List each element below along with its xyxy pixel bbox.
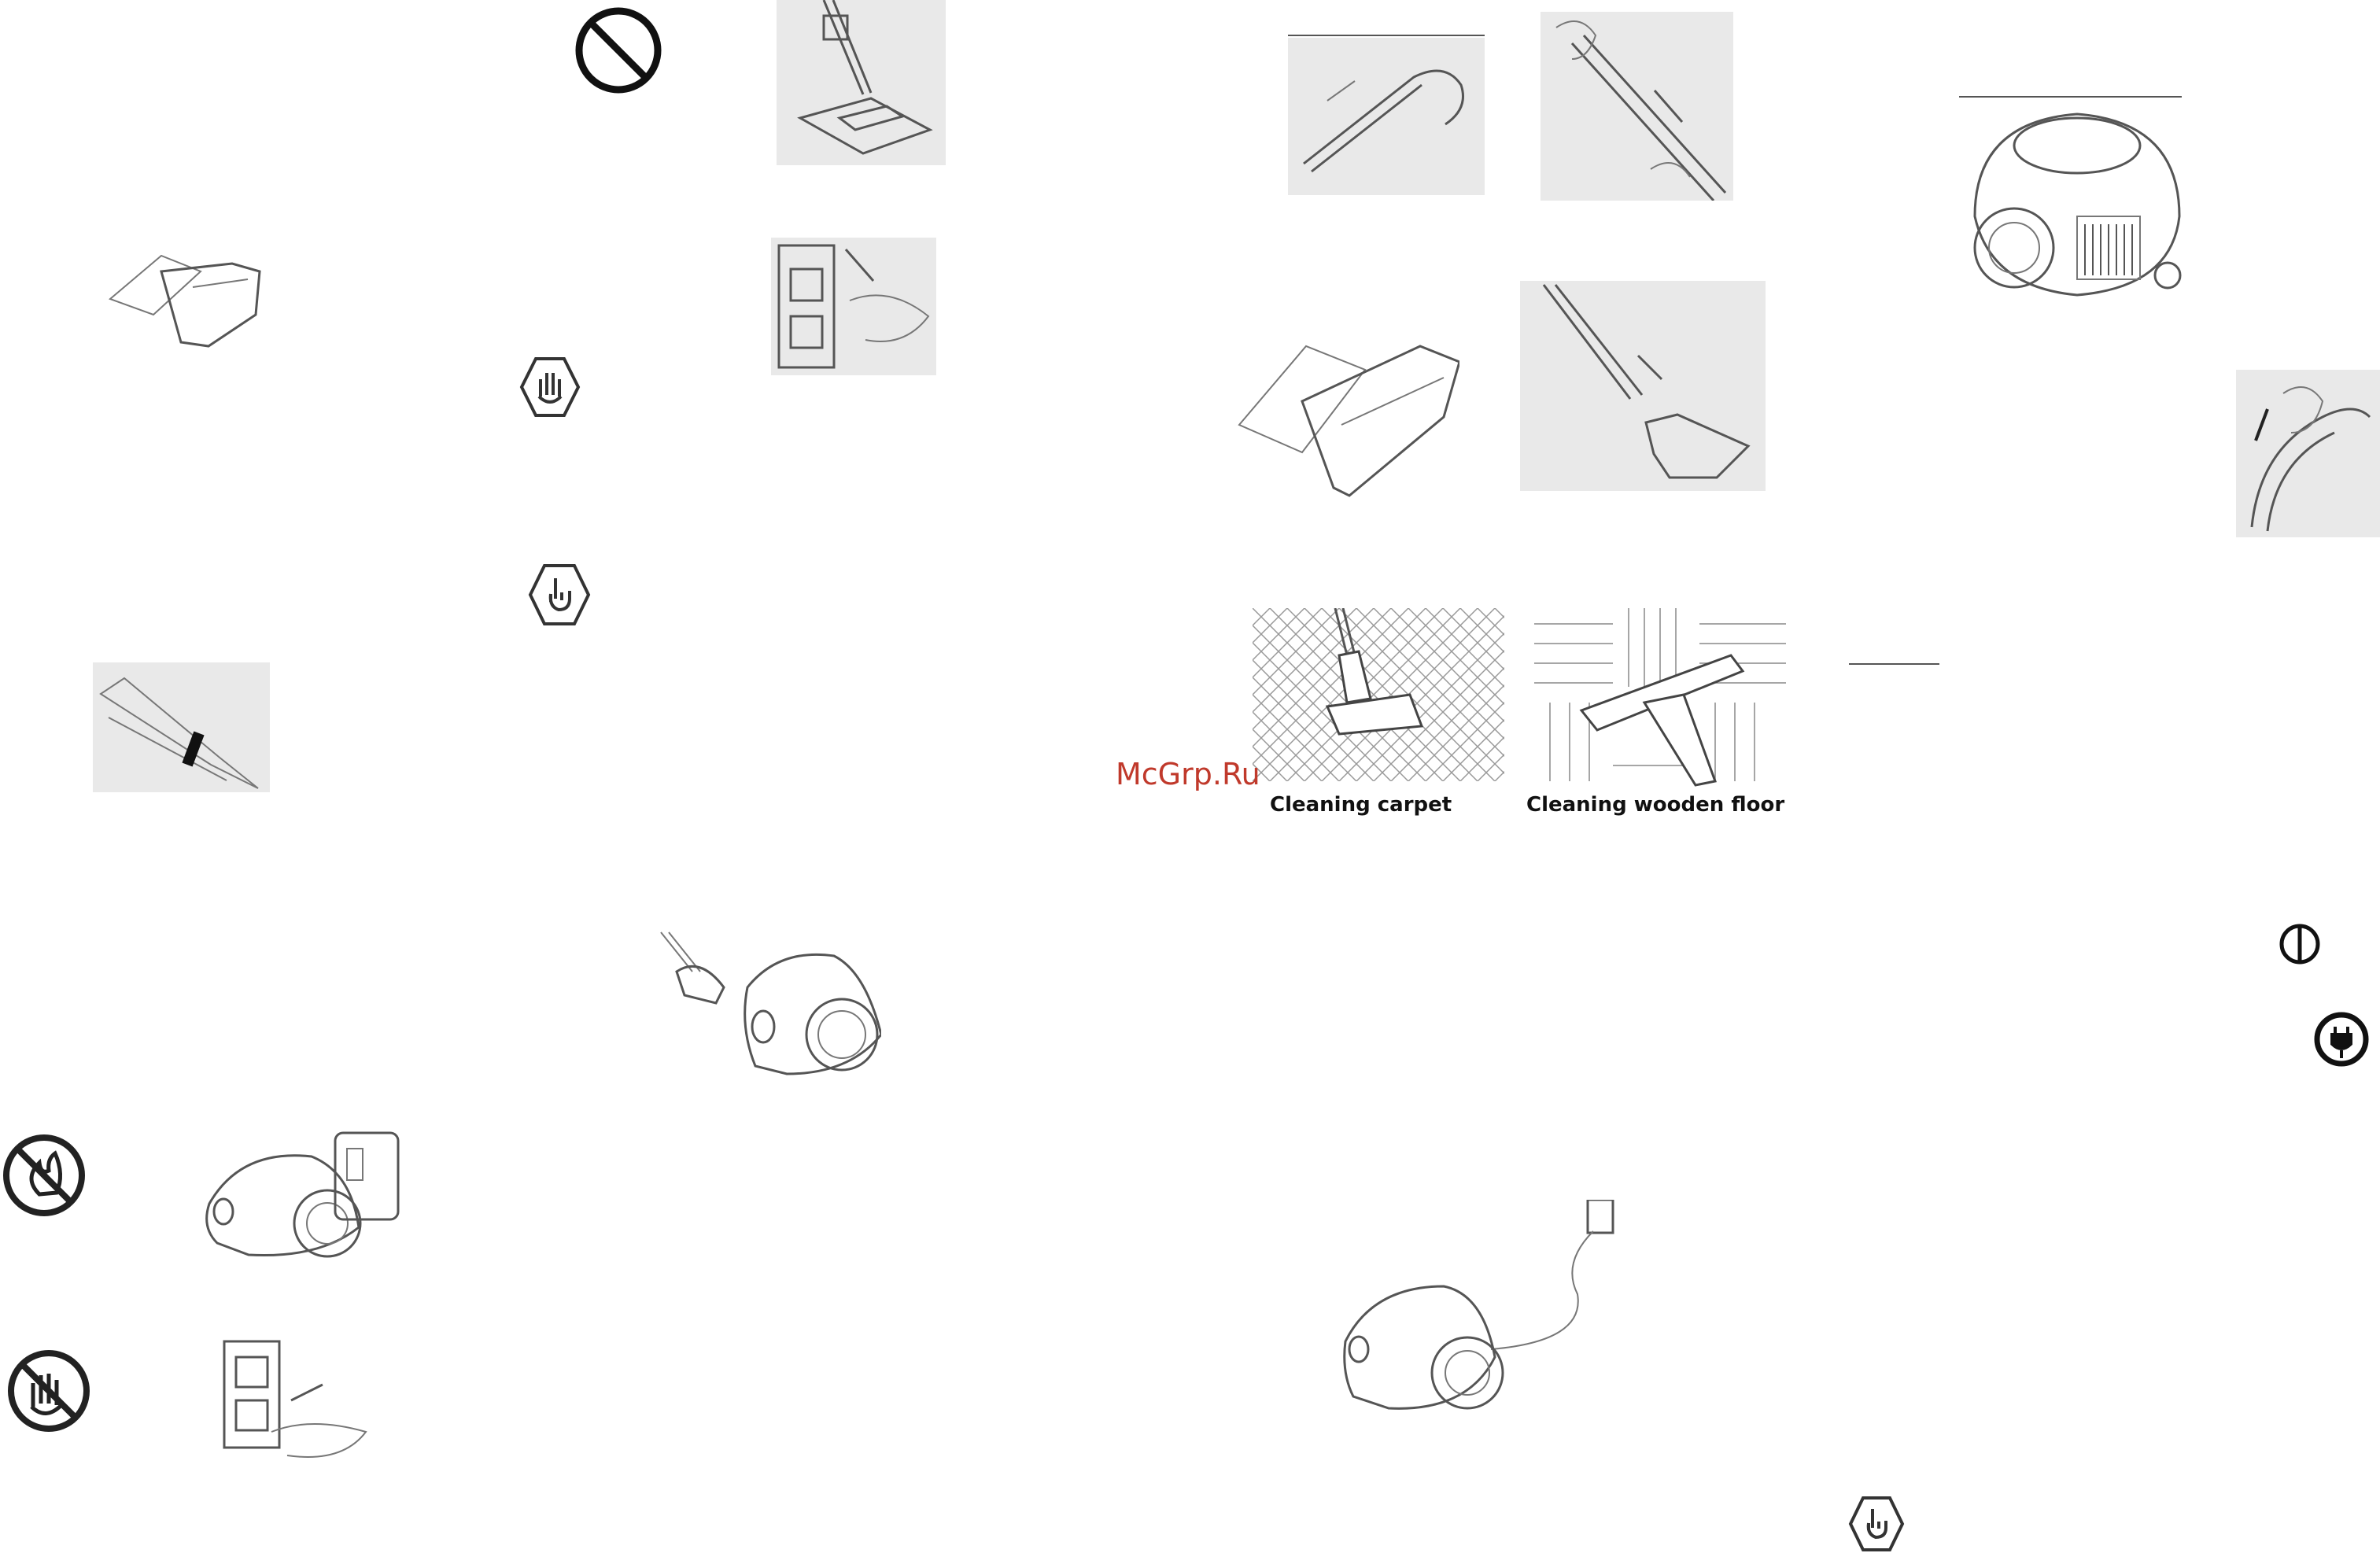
plug-in-socket-illustration bbox=[216, 1337, 374, 1471]
prohibited-icon bbox=[573, 5, 664, 96]
wooden-floor-caption: Cleaning wooden floor bbox=[1526, 793, 1785, 817]
vacuum-plugged-illustration bbox=[1341, 1200, 1617, 1416]
vacuum-heater-illustration bbox=[201, 1125, 404, 1263]
upholstery-nozzle-illustration bbox=[106, 240, 264, 358]
floor-brush-attach-illustration bbox=[1520, 281, 1766, 491]
pointing-finger-icon bbox=[1847, 1495, 1906, 1553]
carpet-caption: Cleaning carpet bbox=[1270, 793, 1452, 817]
pointing-finger-icon bbox=[527, 563, 592, 627]
vacuum-emptying-illustration bbox=[645, 924, 881, 1082]
telescopic-tube-illustration bbox=[1541, 12, 1733, 201]
watermark: McGrp.Ru bbox=[1116, 757, 1260, 791]
figure-rule bbox=[1959, 96, 2182, 98]
power-switch-icon bbox=[2276, 920, 2323, 968]
hose-attach-illustration bbox=[1288, 38, 1485, 195]
wooden-floor-figure bbox=[1526, 608, 1794, 821]
upholstery-nozzle-large-illustration bbox=[1231, 315, 1459, 504]
plug-icon bbox=[2312, 1009, 2371, 1069]
floor-brush-illustration bbox=[777, 0, 946, 165]
vacuum-front-illustration bbox=[1959, 98, 2187, 303]
hand-stop-icon bbox=[518, 356, 581, 419]
unplug-socket-illustration bbox=[771, 238, 936, 375]
hose-regulator-illustration bbox=[2236, 370, 2380, 537]
figure-rule bbox=[1288, 35, 1485, 36]
no-wet-hands-icon bbox=[5, 1347, 93, 1435]
crevice-nozzle-illustration bbox=[93, 662, 270, 792]
no-fire-icon bbox=[0, 1131, 88, 1219]
carpet-figure bbox=[1253, 608, 1504, 821]
text-rule bbox=[1849, 663, 1939, 665]
